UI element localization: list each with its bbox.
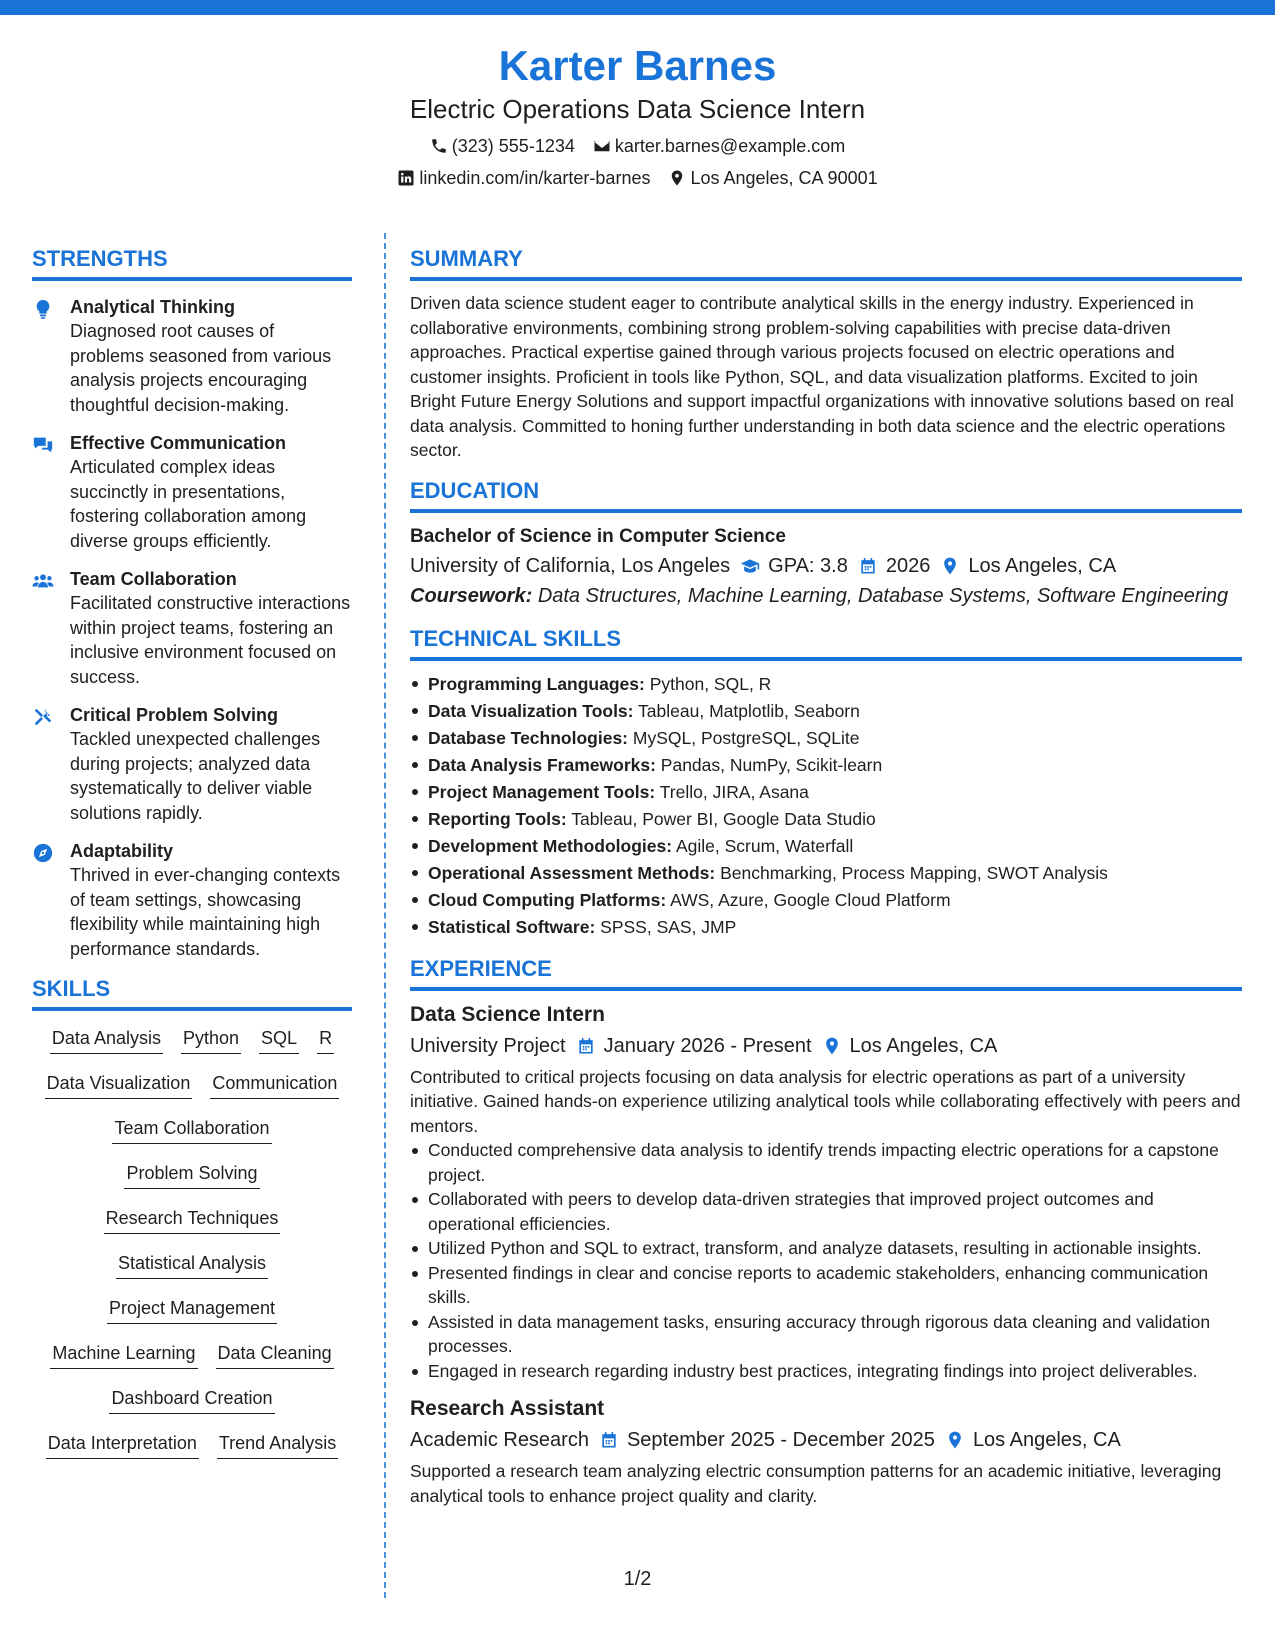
skill-tag: Project Management bbox=[107, 1295, 277, 1324]
skills-row bbox=[32, 1295, 352, 1340]
education-school: University of California, Los Angeles bbox=[410, 554, 731, 577]
education-meta bbox=[410, 551, 1242, 581]
job-meta bbox=[410, 1425, 1242, 1455]
phone-contact bbox=[430, 130, 575, 162]
skill-tag: Python bbox=[181, 1025, 241, 1054]
strengths-list bbox=[32, 291, 352, 961]
strength-item bbox=[32, 703, 352, 825]
tech-label: Data Visualization Tools: bbox=[428, 700, 634, 721]
summary-heading: SUMMARY bbox=[410, 245, 1242, 281]
skills-row bbox=[32, 1205, 352, 1250]
contact-row-1 bbox=[0, 130, 1275, 162]
skills-row bbox=[32, 1025, 352, 1070]
right-column bbox=[410, 245, 1242, 1508]
list-item: Collaborated with peers to develop data-driven strategies that improved project outcomes and operational efficiencies. bbox=[410, 1187, 1242, 1236]
tech-label: Data Analysis Frameworks: bbox=[428, 754, 656, 775]
tech-label: Project Management Tools: bbox=[428, 781, 656, 802]
tech-value: Tableau, Power BI, Google Data Studio bbox=[571, 808, 876, 829]
candidate-title: Electric Operations Data Science Intern bbox=[409, 94, 866, 124]
strength-desc: Thrived in ever-changing contexts of team settings, showcasing flexibility while maintaining high performance standards. bbox=[70, 865, 341, 959]
technical-skills-list bbox=[410, 671, 1242, 941]
skill-tag: Communication bbox=[210, 1070, 339, 1099]
skills-row bbox=[32, 1160, 352, 1205]
resume-header bbox=[0, 40, 1275, 194]
education-location: Los Angeles, CA bbox=[968, 554, 1117, 577]
calendar-icon bbox=[576, 1036, 596, 1056]
job-location-meta bbox=[822, 1031, 998, 1061]
skill-tag: Machine Learning bbox=[50, 1340, 197, 1369]
summary-text: Driven data science student eager to contribute analytical skills in the energy industry. Experienced in collaborative environments, combining strong problem-solving capabilities with precise data-driven approaches. Practical expertise gained through various projects focused on electric operations and customer insights. Proficient in tools like Python, SQL, and data visualization platforms. Excited to join Bright Future Energy Solutions and support impactful organizations with innovative solutions based on real data analysis. Committed to honing further understanding in both data science and the electric operations sector. bbox=[410, 293, 1234, 460]
job-location: Los Angeles, CA bbox=[849, 1034, 998, 1057]
job-meta bbox=[410, 1031, 1242, 1061]
list-item bbox=[410, 752, 1242, 779]
tech-value: SPSS, SAS, JMP bbox=[600, 916, 737, 937]
skills-row bbox=[32, 1430, 352, 1475]
tech-value: Trello, JIRA, Asana bbox=[659, 781, 809, 802]
strength-title: Adaptability bbox=[70, 841, 174, 861]
list-item: Assisted in data management tasks, ensuring accuracy through rigorous data cleaning and validation processes. bbox=[410, 1310, 1242, 1359]
strength-title: Analytical Thinking bbox=[70, 297, 236, 317]
job-dates-meta bbox=[576, 1031, 812, 1061]
strength-desc: Tackled unexpected challenges during projects; analyzed data systematically to deliver viable solutions rapidly. bbox=[70, 729, 321, 823]
envelope-icon bbox=[593, 137, 611, 155]
job-org: University Project bbox=[410, 1034, 566, 1057]
strength-item bbox=[32, 839, 352, 961]
map-pin-icon bbox=[940, 556, 960, 576]
list-item bbox=[410, 833, 1242, 860]
graduation-cap-icon bbox=[740, 556, 760, 576]
tech-label: Reporting Tools: bbox=[428, 808, 567, 829]
job-location-meta bbox=[945, 1425, 1121, 1455]
candidate-name: Karter Barnes bbox=[498, 42, 777, 89]
strength-title: Effective Communication bbox=[70, 433, 287, 453]
skills-row bbox=[32, 1385, 352, 1430]
skills-list bbox=[32, 1021, 352, 1475]
map-pin-icon bbox=[668, 169, 686, 187]
job-description: Contributed to critical projects focusing on data analysis for electric operations as part of a university initiative. Gained hands-on experience utilizing analytical tools while collaborating effectively with peers and mentors. bbox=[410, 1066, 1241, 1136]
skill-tag: Statistical Analysis bbox=[116, 1250, 268, 1279]
linkedin-contact[interactable] bbox=[397, 162, 650, 194]
education-coursework bbox=[410, 581, 1242, 611]
calendar-icon bbox=[858, 556, 878, 576]
linkedin-text[interactable]: linkedin.com/in/karter-barnes bbox=[419, 168, 651, 188]
education-degree: Bachelor of Science in Computer Science bbox=[410, 525, 786, 547]
tech-value: Agile, Scrum, Waterfall bbox=[675, 835, 854, 856]
job-title: Data Science Intern bbox=[410, 1002, 605, 1026]
list-item bbox=[410, 887, 1242, 914]
list-item bbox=[410, 671, 1242, 698]
lightbulb-icon bbox=[32, 298, 54, 320]
skills-row bbox=[32, 1115, 352, 1160]
year-meta bbox=[858, 551, 931, 581]
email-text[interactable]: karter.barnes@example.com bbox=[614, 136, 846, 156]
skill-tag: Problem Solving bbox=[124, 1160, 259, 1189]
job-description: Supported a research team analyzing electric consumption patterns for an academic initiative, leveraging analytical tools to enhance project quality and clarity. bbox=[410, 1461, 1222, 1506]
education-heading: EDUCATION bbox=[410, 477, 1242, 513]
education-year: 2026 bbox=[885, 554, 931, 577]
map-pin-icon bbox=[822, 1036, 842, 1056]
skill-tag: Dashboard Creation bbox=[109, 1385, 274, 1414]
experience-heading: EXPERIENCE bbox=[410, 955, 1242, 991]
list-item bbox=[410, 806, 1242, 833]
technical-skills-heading: TECHNICAL SKILLS bbox=[410, 625, 1242, 661]
top-accent-bar bbox=[0, 0, 1275, 15]
tools-icon bbox=[32, 706, 54, 728]
tech-label: Database Technologies: bbox=[428, 727, 629, 748]
coursework-text: Data Structures, Machine Learning, Database Systems, Software Engineering bbox=[537, 584, 1229, 607]
calendar-icon bbox=[599, 1430, 619, 1450]
job-bullets bbox=[410, 1138, 1242, 1383]
coursework-label: Coursework: bbox=[410, 584, 533, 607]
list-item bbox=[410, 914, 1242, 941]
tech-value: Benchmarking, Process Mapping, SWOT Analysis bbox=[720, 862, 1108, 883]
strength-desc: Facilitated constructive interactions within project teams, fostering an inclusive environment focused on success. bbox=[70, 593, 351, 687]
page-number: 1/2 bbox=[623, 1568, 652, 1590]
strengths-heading: STRENGTHS bbox=[32, 245, 352, 281]
list-item bbox=[410, 779, 1242, 806]
tech-value: Tableau, Matplotlib, Seaborn bbox=[638, 700, 860, 721]
list-item bbox=[410, 860, 1242, 887]
skills-row bbox=[32, 1340, 352, 1385]
tech-label: Development Methodologies: bbox=[428, 835, 673, 856]
location-contact bbox=[668, 162, 877, 194]
tech-value: MySQL, PostgreSQL, SQLite bbox=[632, 727, 860, 748]
strength-desc: Diagnosed root causes of problems seasoned from various analysis projects encouraging thoughtful decision-making. bbox=[70, 321, 332, 415]
list-item: Conducted comprehensive data analysis to identify trends impacting electric operations for a capstone project. bbox=[410, 1138, 1242, 1187]
skills-row bbox=[32, 1250, 352, 1295]
strength-item bbox=[32, 431, 352, 553]
tech-value: AWS, Azure, Google Cloud Platform bbox=[670, 889, 951, 910]
gpa-meta bbox=[740, 551, 848, 581]
users-icon bbox=[32, 570, 54, 592]
email-contact[interactable] bbox=[593, 130, 845, 162]
strength-item bbox=[32, 295, 352, 417]
skills-heading: SKILLS bbox=[32, 975, 352, 1011]
strength-title: Team Collaboration bbox=[70, 569, 237, 589]
phone-text: (323) 555-1234 bbox=[451, 136, 575, 156]
skill-tag: Data Analysis bbox=[50, 1025, 163, 1054]
job-entry bbox=[410, 1001, 1242, 1384]
edu-location-meta bbox=[940, 551, 1116, 581]
strength-title: Critical Problem Solving bbox=[70, 705, 279, 725]
job-location: Los Angeles, CA bbox=[972, 1429, 1121, 1451]
tech-value: Pandas, NumPy, Scikit-learn bbox=[660, 754, 883, 775]
list-item bbox=[410, 725, 1242, 752]
skill-tag: SQL bbox=[259, 1025, 299, 1054]
job-dates: January 2026 - Present bbox=[603, 1034, 812, 1057]
job-dates: September 2025 - December 2025 bbox=[626, 1429, 935, 1451]
strength-item bbox=[32, 567, 352, 689]
phone-icon bbox=[430, 137, 448, 155]
tech-label: Statistical Software: bbox=[428, 916, 596, 937]
tech-label: Cloud Computing Platforms: bbox=[428, 889, 667, 910]
tech-label: Programming Languages: bbox=[428, 673, 645, 694]
skill-tag: Data Visualization bbox=[45, 1070, 193, 1099]
compass-icon bbox=[32, 842, 54, 864]
job-entry bbox=[410, 1395, 1242, 1508]
skill-tag: R bbox=[317, 1025, 334, 1054]
skill-tag: Data Interpretation bbox=[46, 1430, 199, 1459]
linkedin-icon bbox=[397, 169, 415, 187]
skill-tag: Data Cleaning bbox=[216, 1340, 334, 1369]
map-pin-icon bbox=[945, 1430, 965, 1450]
strength-desc: Articulated complex ideas succinctly in presentations, fostering collaboration among diverse groups efficiently. bbox=[70, 457, 307, 551]
contact-row-2 bbox=[0, 162, 1275, 194]
column-divider bbox=[384, 233, 386, 1598]
list-item bbox=[410, 698, 1242, 725]
list-item: Presented findings in clear and concise reports to academic stakeholders, enhancing communication skills. bbox=[410, 1261, 1242, 1310]
job-title: Research Assistant bbox=[410, 1397, 605, 1420]
skill-tag: Research Techniques bbox=[104, 1205, 281, 1234]
education-gpa: GPA: 3.8 bbox=[768, 554, 848, 577]
list-item: Engaged in research regarding industry best practices, integrating findings into project deliverables. bbox=[410, 1359, 1242, 1384]
skills-row bbox=[32, 1070, 352, 1115]
left-column bbox=[32, 245, 352, 1475]
tech-label: Operational Assessment Methods: bbox=[428, 862, 716, 883]
job-dates-meta bbox=[599, 1425, 935, 1455]
job-org: Academic Research bbox=[410, 1429, 589, 1451]
skill-tag: Team Collaboration bbox=[112, 1115, 271, 1144]
list-item: Utilized Python and SQL to extract, transform, and analyze datasets, resulting in actionable insights. bbox=[410, 1236, 1242, 1261]
chat-bubbles-icon bbox=[32, 434, 54, 456]
skill-tag: Trend Analysis bbox=[217, 1430, 338, 1459]
location-text: Los Angeles, CA 90001 bbox=[690, 168, 878, 188]
tech-value: Python, SQL, R bbox=[649, 673, 772, 694]
